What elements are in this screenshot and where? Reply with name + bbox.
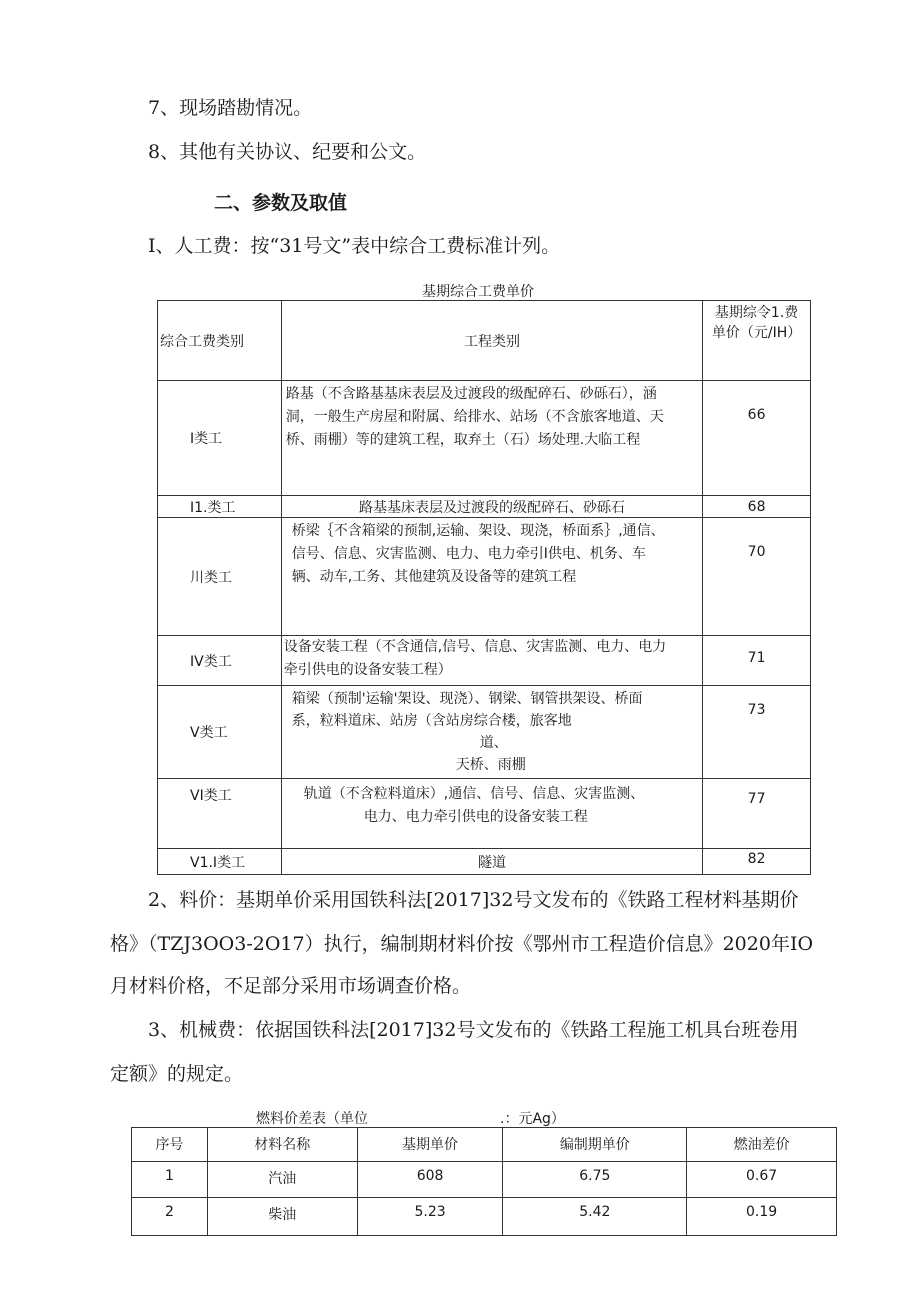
description-line: 洞，一般生产房屋和附属、给排水、站场（不含旅客地道、天 (285, 409, 664, 425)
description-line: 箱梁（预制'运输'架设、现浇）、钢梁、钢管拱架设、桥面 (291, 691, 643, 707)
description-line: 路基（不含路基基床表层及过渡段的级配碎石、砂砾石），涵 (285, 386, 657, 402)
row-value: 73 (703, 686, 811, 779)
cell-index: 2 (132, 1198, 208, 1236)
row-value: 77 (703, 779, 811, 849)
cell-current-price: 6.75 (503, 1162, 687, 1198)
description-line: 桥、雨棚）等的建筑工程，取弃土（石）场处理.大临工程 (285, 432, 641, 448)
table-row (158, 779, 811, 849)
paragraph-material-line1: 2、料价：基期单价采用国铁科法[2017]32号文发布的《铁路工程材料基期价 (148, 889, 799, 911)
table-row (158, 686, 811, 779)
description-line: 牵引供电的设备安装工程） (283, 662, 452, 678)
description-line: 信号、信息、灾害监测、电力、电力牵引I供电、机务、车 (291, 546, 646, 562)
row-value: 82 (703, 849, 811, 875)
paragraph-material-line2: 格》（TZJ3OO3-2O17）执行，编制期材料价按《鄂州市工程造价信息》2020年IO (110, 933, 814, 955)
table-row (158, 636, 811, 686)
header-index: 序号 (132, 1128, 208, 1162)
row-category: VI类工 (158, 779, 282, 849)
cell-current-price: 5.42 (503, 1198, 687, 1236)
labor-table (157, 300, 811, 875)
row-value: 68 (703, 496, 811, 518)
paragraph-labor: I、人工费：按“31号文”表中综合工费标准计列。 (148, 235, 561, 257)
paragraph-item-7: 7、现场踏勘情况。 (148, 97, 313, 119)
row-category: V类工 (158, 686, 282, 779)
row-description (281, 686, 702, 779)
description-line: 设备安装工程（不含通信,信号、信息、灾害监测、电力、电力 (283, 639, 667, 655)
section-title: 二、参数及取值 (214, 192, 348, 214)
cell-base-price: 5.23 (357, 1198, 503, 1236)
table-row (158, 518, 811, 636)
paragraph-item-8: 8、其他有关协议、纪要和公文。 (148, 141, 427, 163)
paragraph-machine-line2: 定额》的规定。 (110, 1063, 244, 1085)
cell-price-diff: 0.19 (687, 1198, 837, 1236)
fuel-table-header-row (132, 1128, 837, 1162)
row-description (281, 779, 702, 849)
row-description: 路基基床表层及过渡段的级配碎石、砂砾石 (281, 496, 702, 518)
row-description (281, 518, 702, 636)
cell-price-diff: 0.67 (687, 1162, 837, 1198)
row-value: 71 (703, 636, 811, 686)
cell-index: 1 (132, 1162, 208, 1198)
description-line: 系，粒料道床、站房（含站房综合楼，旅客地 (291, 713, 572, 729)
description-line: 桥梁｛不含箱梁的预制,运输、架设、现浇，桥面系｝,通信、 (291, 523, 665, 539)
header-price-line1: 基期综令1.费 (714, 305, 799, 321)
row-description: 隧道 (281, 849, 702, 875)
row-description (281, 636, 702, 686)
cell-material: 汽油 (207, 1162, 357, 1198)
header-type: 工程类别 (281, 301, 702, 381)
table-row (132, 1198, 837, 1236)
description-line: 轨道（不含粒料道床）,通信、信号、信息、灾害监测、 (303, 786, 645, 802)
row-category: V1.I类工 (158, 849, 282, 875)
header-price-diff: 燃油差价 (687, 1128, 837, 1162)
paragraph-machine-line1: 3、机械费：依据国铁科法[2017]32号文发布的《铁路工程施工机具台班卷用 (148, 1019, 799, 1041)
fuel-table-caption-right: .：元Ag） (500, 1111, 565, 1127)
paragraph-material-line3: 月材料价格，不足部分采用市场调查价格。 (110, 975, 472, 997)
row-value: 70 (703, 518, 811, 636)
description-line: 辆、动车,工务、其他建筑及设备等的建筑工程 (291, 569, 577, 585)
fuel-table-caption-left: 燃料价差表（单位 (256, 1111, 368, 1127)
table-row (158, 496, 811, 518)
description-line: 电力、电力牵引供电的设备安装工程 (363, 809, 588, 825)
table-row (158, 381, 811, 496)
row-category: 川类工 (158, 518, 282, 636)
header-category: 综合工费类别 (158, 301, 282, 381)
cell-material: 柴油 (207, 1198, 357, 1236)
header-price-line2: 单价（元/IH） (711, 325, 802, 341)
cell-base-price: 608 (357, 1162, 503, 1198)
labor-table-header-row (158, 301, 811, 381)
header-material: 材料名称 (207, 1128, 357, 1162)
description-line: 道、 (479, 735, 508, 751)
row-category: IV类工 (158, 636, 282, 686)
fuel-table (131, 1127, 837, 1236)
row-value: 66 (703, 381, 811, 496)
header-base-price: 基期单价 (357, 1128, 503, 1162)
header-current-price: 编制期单价 (503, 1128, 687, 1162)
row-description (281, 381, 702, 496)
row-category: I1.类工 (158, 496, 282, 518)
table-row (132, 1162, 837, 1198)
labor-table-caption: 基期综合工费单价 (422, 284, 534, 300)
header-price (703, 301, 811, 381)
row-category: I类工 (158, 381, 282, 496)
table-row (158, 849, 811, 875)
description-line: 天桥、雨棚 (455, 757, 526, 773)
